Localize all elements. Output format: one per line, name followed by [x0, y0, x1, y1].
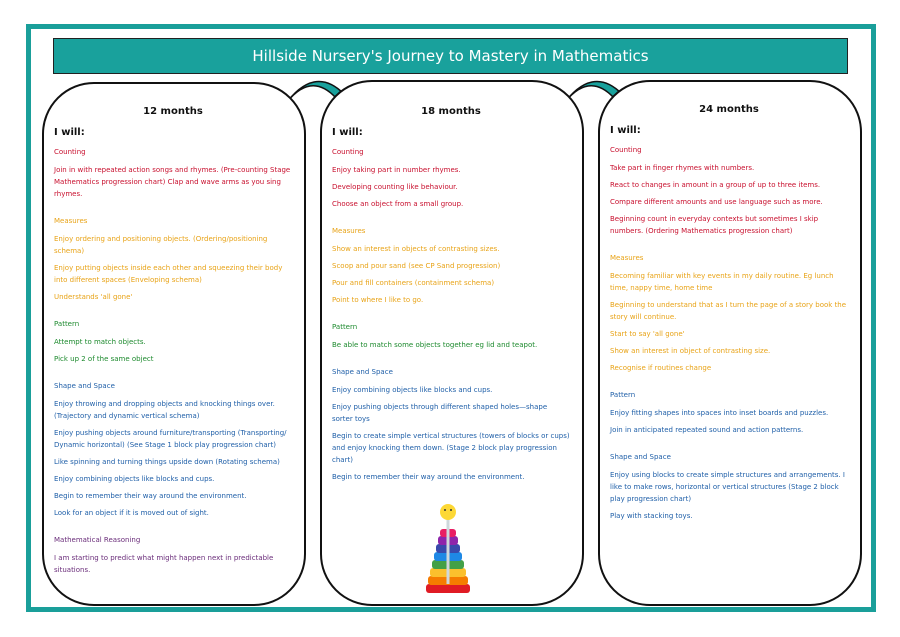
list-item: Beginning to understand that as I turn the page of a story book the story will continue. [610, 301, 847, 321]
i-will-label: I will: [54, 127, 85, 138]
list-item: Take part in finger rhymes with numbers. [610, 164, 755, 172]
column-heading: 12 months [143, 106, 203, 117]
list-item: Show an interest in object of contrasting size. [610, 347, 771, 355]
list-item: Point to where I like to go. [332, 296, 424, 304]
section-heading: Pattern [54, 320, 80, 328]
section-heading: Counting [610, 146, 642, 154]
list-item: Compare different amounts and use language such as more. [610, 198, 823, 206]
list-item: Enjoy pushing objects through different shaped holes—shape sorter toys [332, 403, 548, 423]
list-item: Becoming familiar with key events in my daily routine. Eg lunch time, nappy time, home time [610, 272, 834, 292]
column-heading: 24 months [699, 104, 759, 115]
list-item: Understands 'all gone' [54, 293, 133, 301]
section-heading: Pattern [332, 323, 358, 331]
list-item: Choose an object from a small group. [332, 200, 464, 208]
section-heading: Mathematical Reasoning [54, 536, 141, 544]
list-item: Join in anticipated repeated sound and action patterns. [610, 426, 804, 434]
list-item: Enjoy pushing objects around furniture/transporting (Transporting/ Dynamic horizontal) (See Stage 1 block play progression chart) [54, 429, 287, 449]
list-item: Pick up 2 of the same object [54, 355, 154, 363]
column-24-months [598, 80, 862, 606]
list-item: Begin to remember their way around the environment. [54, 492, 247, 500]
page-title: Hillside Nursery's Journey to Mastery in Mathematics [53, 38, 848, 74]
column-heading: 18 months [421, 106, 481, 117]
list-item: Join in with repeated action songs and rhymes. (Pre-counting Stage Mathematics progression chart) Clap and wave arms as you sing rhymes. [54, 166, 291, 198]
list-item: Start to say 'all gone' [610, 330, 685, 338]
list-item: Beginning count in everyday contexts but sometimes I skip numbers. (Ordering Mathematics progression chart) [610, 215, 819, 235]
section-heading: Shape and Space [54, 382, 115, 390]
i-will-label: I will: [332, 127, 363, 138]
section-heading: Counting [332, 148, 364, 156]
list-item: Enjoy combining objects like blocks and cups. [332, 386, 493, 394]
list-item: Developing counting like behaviour. [332, 183, 458, 191]
list-item: Attempt to match objects. [54, 338, 146, 346]
list-item: React to changes in amount in a group of up to three items. [610, 181, 821, 189]
section-heading: Measures [54, 217, 88, 225]
column-12-months [42, 82, 306, 606]
stacking-toy-image [418, 500, 478, 595]
section-heading: Measures [610, 254, 644, 262]
list-item: Enjoy fitting shapes into spaces into inset boards and puzzles. [610, 409, 829, 417]
list-item: Enjoy throwing and dropping objects and knocking things over. (Trajectory and dynamic vertical schema) [54, 400, 275, 420]
list-item: Enjoy ordering and positioning objects. (Ordering/positioning schema) [54, 235, 268, 255]
list-item: I am starting to predict what might happen next in predictable situations. [54, 554, 274, 574]
section-heading: Shape and Space [332, 368, 393, 376]
list-item: Look for an object if it is moved out of sight. [54, 509, 209, 517]
i-will-label: I will: [610, 125, 641, 136]
list-item: Recognise if routines change [610, 364, 712, 372]
section-heading: Counting [54, 148, 86, 156]
list-item: Be able to match some objects together eg lid and teapot. [332, 341, 538, 349]
list-item: Enjoy taking part in number rhymes. [332, 166, 461, 174]
section-heading: Pattern [610, 391, 636, 399]
list-item: Pour and fill containers (containment schema) [332, 279, 495, 287]
list-item: Enjoy using blocks to create simple structures and arrangements. I like to make rows, horizontal or vertical structures (Stage 2 block play progression chart) [610, 471, 845, 503]
section-heading: Measures [332, 227, 366, 235]
list-item: Enjoy combining objects like blocks and cups. [54, 475, 215, 483]
list-item: Play with stacking toys. [610, 512, 693, 520]
section-heading: Shape and Space [610, 453, 671, 461]
list-item: Enjoy putting objects inside each other and squeezing their body into different spaces (Enveloping schema) [54, 264, 283, 284]
list-item: Show an interest in objects of contrasting sizes. [332, 245, 500, 253]
list-item: Begin to remember their way around the environment. [332, 473, 525, 481]
list-item: Scoop and pour sand (see CP Sand progression) [332, 262, 501, 270]
list-item: Like spinning and turning things upside down (Rotating schema) [54, 458, 280, 466]
list-item: Begin to create simple vertical structures (towers of blocks or cups) and enjoy knocking them down. (Stage 2 block play progression chart) [332, 432, 570, 464]
